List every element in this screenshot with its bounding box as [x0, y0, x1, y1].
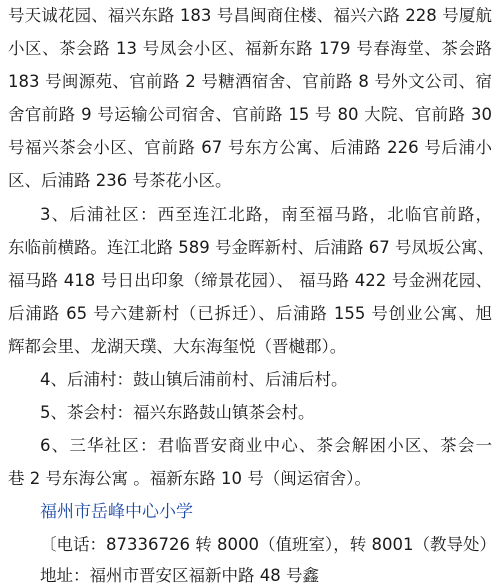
text-line: 东临前横路。连江北路 589 号金晖新村、后浦路 67 号凤坂公寓、: [8, 238, 494, 257]
text-line: 区、后浦路 236 号茶花小区。: [8, 171, 232, 190]
text-line: 183 号闽源苑、官前路 2 号糖酒宿舍、官前路 8 号外文公司、宿: [8, 72, 492, 91]
text-line: 舍官前路 9 号运输公司宿舍、官前路 15 号 80 大院、官前路 30: [8, 105, 492, 124]
list-item-6: 6、三华社区：君临晋安商业中心、茶会解困小区、茶会一: [40, 436, 492, 455]
text-line: 巷 2 号东海公寓 。福新东路 10 号（闽运宿舍）。: [8, 469, 371, 488]
text-line: 后浦路 65 号六建新村（已拆迁）、后浦路 155 号创业公寓、旭: [8, 304, 492, 323]
address-line: 地址：福州市晋安区福新中路 48 号鑫: [40, 566, 319, 585]
text-line: 辉都会里、龙湖天璞、大东海玺悦（晋樾郡）。: [8, 337, 347, 356]
phone-line: 〔电话：87336726 转 8000（值班室），转 8001（教导处）: [40, 535, 496, 554]
list-item-4: 4、后浦村：鼓山镇后浦前村、后浦后村。: [40, 370, 348, 389]
school-heading: 福州市岳峰中心小学: [40, 502, 193, 522]
text-line: 福马路 418 号日出印象（缔景花园）、 福马路 422 号金洲花园、: [8, 271, 492, 290]
list-item-3: 3、后浦社区：西至连江北路，南至福马路，北临官前路，: [40, 205, 492, 224]
list-item-5: 5、茶会村：福兴东路鼓山镇茶会村。: [40, 403, 315, 422]
text-line: 号福兴茶会小区、官前路 67 号东方公寓、后浦路 226 号后浦小: [8, 138, 492, 157]
text-line: 号天诚花园、福兴东路 183 号昌闽商住楼、福兴六路 228 号厦航: [8, 6, 492, 25]
text-line: 小区、茶会路 13 号凤会小区、福新东路 179 号春海堂、茶会路: [8, 39, 492, 58]
